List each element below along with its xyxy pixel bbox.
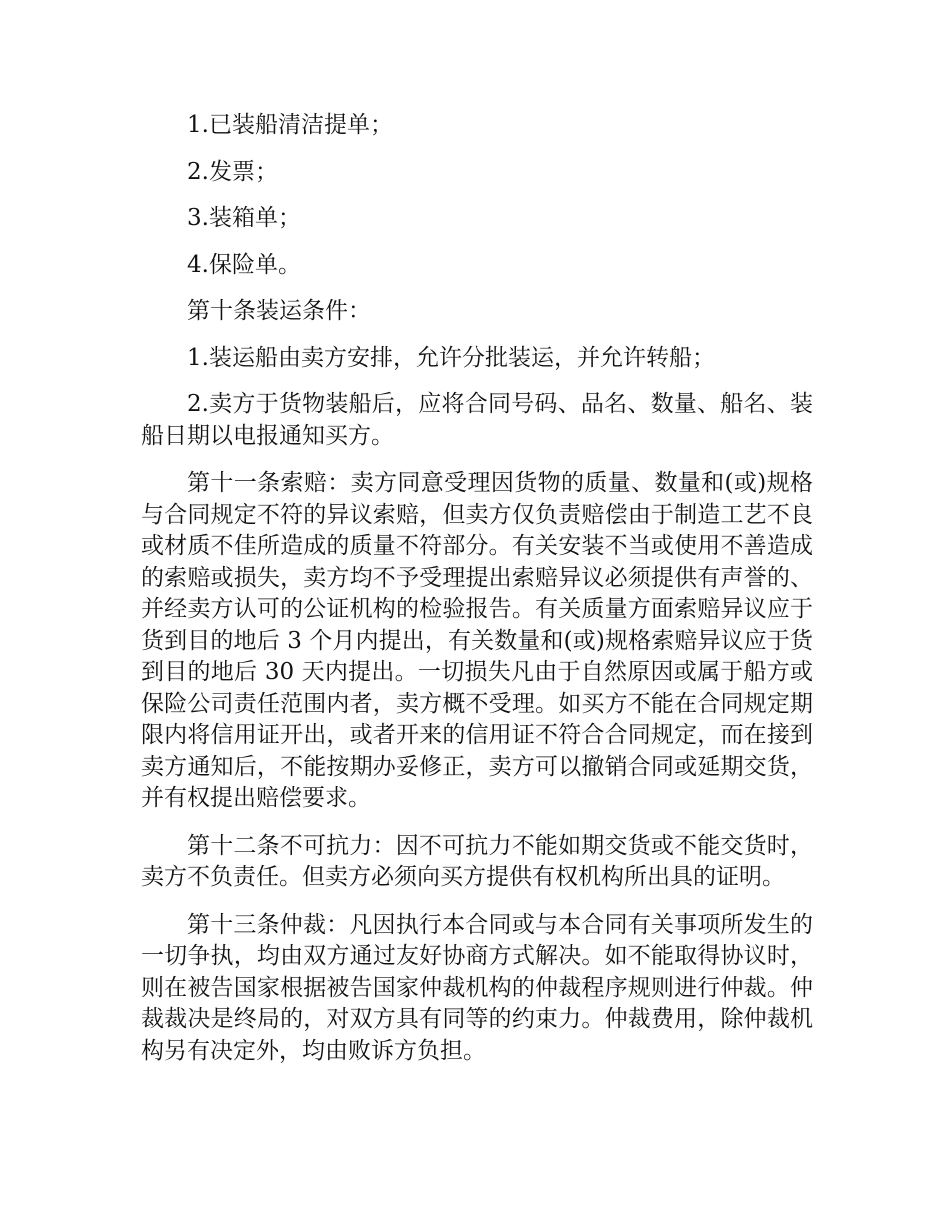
document-item-insurance: 4.保险单。 bbox=[187, 251, 301, 278]
document-body bbox=[141, 110, 813, 1067]
article-12-force-majeure: 第十二条不可抗力：因不可抗力不能如期交货或不能交货时，卖方不负责任。但卖方必须向买方提供有权机构所出具的证明。 bbox=[141, 832, 813, 890]
article-10-item-1: 1.装运船由卖方安排，允许分批装运，并允许转船； bbox=[187, 344, 715, 371]
article-10-heading: 第十条装运条件： bbox=[187, 298, 371, 324]
article-13-arbitration: 第十三条仲裁：凡因执行本合同或与本合同有关事项所发生的一切争执，均由双方通过友好协商方式解决。如不能取得协议时，则在被告国家根据被告国家仲裁机构的仲裁程序规则进行仲裁。仲裁裁决是终局的，对双方具有同等的约束力。仲裁费用，除仲裁机构另有决定外，均由败诉方负担。 bbox=[141, 911, 813, 1064]
article-11-claims: 第十一条索赔：卖方同意受理因货物的质量、数量和(或)规格与合同规定不符的异议索赔，但卖方仅负责赔偿由于制造工艺不良或材质不佳所造成的质量不符部分。有关安装不当或使用不善造成的索赔或损失，卖方均不予受理提出索赔异议必须提供有声誉的、并经卖方认可的公证机构的检验报告。有关质量方面索赔异议应于货到目的地后 3 个月内提出，有关数量和(或)规格索赔异议应于货到目的地后 30 天内提出。一切损失凡由于自然原因或属于船方或保险公司责任范围内者，卖方概不受理。如买方不能在合同规定期限内将信用证开出，或者开来的信用证不符合合同规定，而在接到卖方通知后，不能按期办妥修正，卖方可以撤销合同或延期交货，并有权提出赔偿要求。 bbox=[141, 470, 813, 811]
document-item-packing-list: 3.装箱单； bbox=[187, 205, 301, 231]
document-item-bill-of-lading: 1.已装船清洁提单； bbox=[187, 112, 393, 138]
document-item-invoice: 2.发票； bbox=[187, 158, 278, 185]
article-10-item-2: 2.卖方于货物装船后，应将合同号码、品名、数量、船名、装船日期以电报通知买方。 bbox=[141, 391, 813, 449]
